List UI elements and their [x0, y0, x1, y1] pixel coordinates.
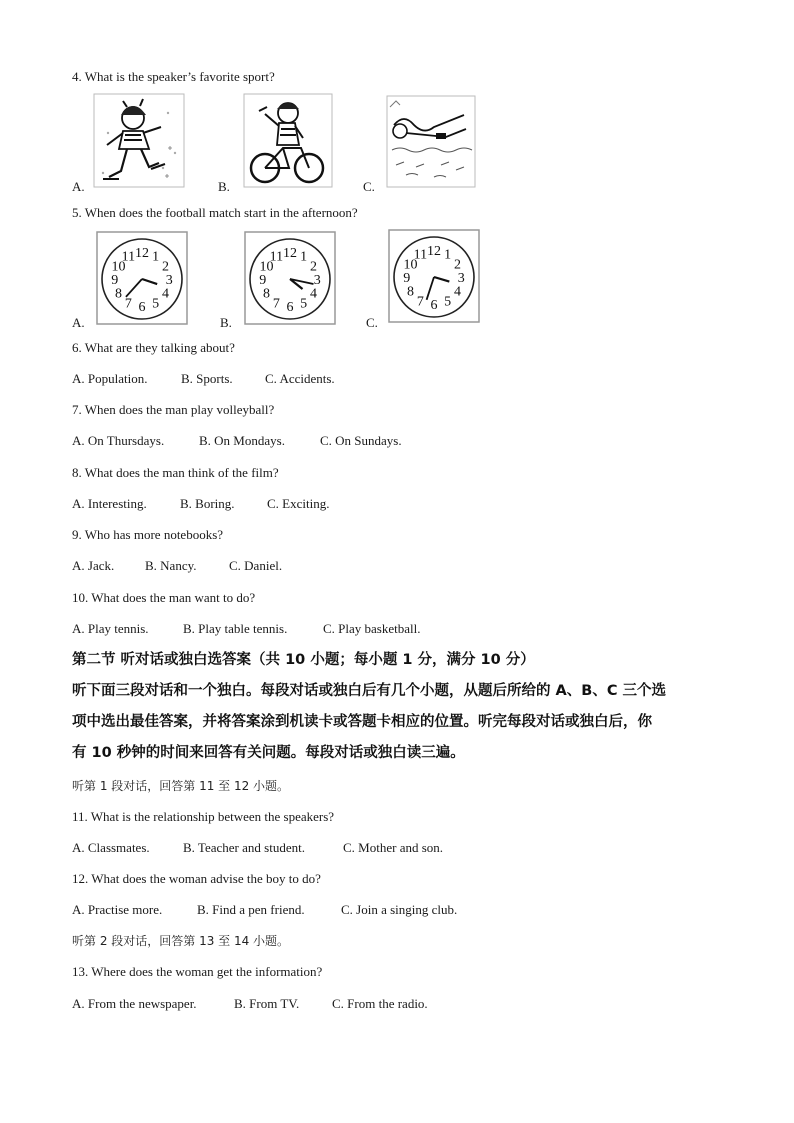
option-11b[interactable]: B. Teacher and student.: [183, 840, 305, 855]
question-9: 9. Who has more notebooks?: [72, 527, 224, 542]
clock-numeral: 11: [269, 249, 284, 265]
clock-numeral: 11: [413, 247, 428, 263]
option-13a[interactable]: A. From the newspaper.: [72, 996, 197, 1011]
question-7: 7. When does the man play volleyball?: [72, 402, 275, 417]
clock-numeral: 2: [454, 257, 462, 273]
option-6c[interactable]: C. Accidents.: [265, 371, 335, 386]
cycling-boy-icon: [243, 93, 333, 188]
clock-numeral: 6: [430, 298, 438, 314]
clock-numeral: 4: [454, 284, 462, 300]
dialogue-1-note: 听第 1 段对话，回答第 11 至 12 小题。: [72, 779, 290, 793]
clock-numeral: 2: [310, 259, 318, 275]
option-13b[interactable]: B. From TV.: [234, 996, 300, 1011]
option-5a-label[interactable]: A.: [72, 315, 85, 330]
clock-numeral: 2: [162, 259, 170, 275]
options-11: [72, 840, 443, 856]
option-11c[interactable]: C. Mother and son.: [343, 840, 444, 855]
clock-numeral: 8: [114, 286, 122, 302]
option-4c-label[interactable]: C.: [363, 179, 375, 194]
option-9a[interactable]: A. Jack.: [72, 558, 115, 573]
option-7a[interactable]: A. On Thursdays.: [72, 433, 165, 448]
clock-numeral: 9: [259, 273, 267, 288]
options-8: [72, 496, 329, 512]
option-11a[interactable]: A. Classmates.: [72, 840, 150, 855]
section-2-instructions-line-2: 项中选出最佳答案，并将答案涂到机读卡或答题卡相应的位置。听完每段对话或独白后，你: [72, 714, 652, 730]
clock-numeral: 1: [300, 249, 308, 265]
clock-numeral: 1: [152, 249, 160, 265]
clock-numeral: 11: [121, 249, 136, 265]
swimmer-icon: [386, 95, 476, 188]
option-12b[interactable]: B. Find a pen friend.: [197, 902, 305, 917]
option-9b[interactable]: B. Nancy.: [145, 558, 197, 573]
dialogue-2-note: 听第 2 段对话，回答第 13 至 14 小题。: [72, 934, 290, 948]
section-2-heading: 第二节 听对话或独白选答案（共 10 小题；每小题 1 分，满分 10 分）: [72, 652, 535, 668]
clock-numeral: 3: [457, 271, 465, 286]
options-10: [72, 621, 421, 637]
question-10: 10. What does the man want to do?: [72, 590, 256, 605]
options-9: [72, 558, 282, 574]
option-10b[interactable]: B. Play table tennis.: [183, 621, 288, 636]
question-6: 6. What are they talking about?: [72, 340, 235, 355]
options-7: [72, 433, 402, 449]
question-8: 8. What does the man think of the film?: [72, 465, 279, 480]
option-6a[interactable]: A. Population.: [72, 371, 148, 386]
clock-b: [244, 231, 336, 325]
option-7b[interactable]: B. On Mondays.: [199, 433, 285, 448]
clock-numeral: 9: [111, 273, 119, 288]
clock-numeral: 8: [406, 284, 414, 300]
options-12: [72, 902, 457, 918]
clock-numeral: 10: [259, 259, 274, 275]
options-6: [72, 371, 335, 387]
option-10a[interactable]: A. Play tennis.: [72, 621, 149, 636]
clock-numeral: 4: [310, 286, 318, 302]
clock-numeral: 4: [162, 286, 170, 302]
option-12a[interactable]: A. Practise more.: [72, 902, 163, 917]
clock-numeral: 10: [403, 257, 418, 273]
option-4a-label[interactable]: A.: [72, 179, 85, 194]
option-12c[interactable]: C. Join a singing club.: [341, 902, 458, 917]
clock-numeral: 8: [262, 286, 270, 302]
clock-numeral: 12: [427, 243, 441, 259]
skating-girl-icon: [93, 93, 185, 188]
clock-numeral: 6: [138, 300, 146, 316]
section-2-instructions-line-3: 有 10 秒钟的时间来回答有关问题。每段对话或独白读三遍。: [72, 745, 465, 761]
clock-numeral: 5: [300, 296, 308, 312]
option-9c[interactable]: C. Daniel.: [229, 558, 283, 573]
clock-numeral: 3: [313, 273, 321, 288]
clock-numeral: 7: [272, 296, 280, 312]
option-8a[interactable]: A. Interesting.: [72, 496, 147, 511]
clock-numeral: 12: [283, 245, 297, 261]
section-2-instructions-line-1: 听下面三段对话和一个独白。每段对话或独白后有几个小题，从题后所给的 A、B、C 三个选: [72, 683, 667, 699]
clock-numeral: 3: [165, 273, 173, 288]
clock-numeral: 12: [135, 245, 149, 261]
clock-numeral: 7: [416, 294, 424, 310]
option-13c[interactable]: C. From the radio.: [332, 996, 428, 1011]
options-13: [72, 996, 428, 1012]
clock-numeral: 6: [286, 300, 294, 316]
clock-numeral: 9: [403, 271, 411, 286]
option-5c-label[interactable]: C.: [366, 315, 378, 330]
option-6b[interactable]: B. Sports.: [181, 371, 233, 386]
question-5: 5. When does the football match start in the afternoon?: [72, 205, 358, 220]
option-8c[interactable]: C. Exciting.: [267, 496, 330, 511]
question-11: 11. What is the relationship between the speakers?: [72, 809, 335, 824]
option-10c[interactable]: C. Play basketball.: [323, 621, 421, 636]
option-4b-label[interactable]: B.: [218, 179, 230, 194]
clock-numeral: 7: [124, 296, 132, 312]
clock-numeral: 1: [444, 247, 452, 263]
question-4: 4. What is the speaker’s favorite sport?: [72, 69, 275, 84]
clock-numeral: 5: [444, 294, 452, 310]
option-5b-label[interactable]: B.: [220, 315, 232, 330]
option-8b[interactable]: B. Boring.: [180, 496, 235, 511]
option-7c[interactable]: C. On Sundays.: [320, 433, 402, 448]
question-13: 13. Where does the woman get the information?: [72, 964, 323, 979]
clock-numeral: 5: [152, 296, 160, 312]
clock-a: [96, 231, 188, 325]
clock-numeral: 10: [111, 259, 126, 275]
clock-c: [388, 229, 480, 323]
question-12: 12. What does the woman advise the boy to do?: [72, 871, 321, 886]
